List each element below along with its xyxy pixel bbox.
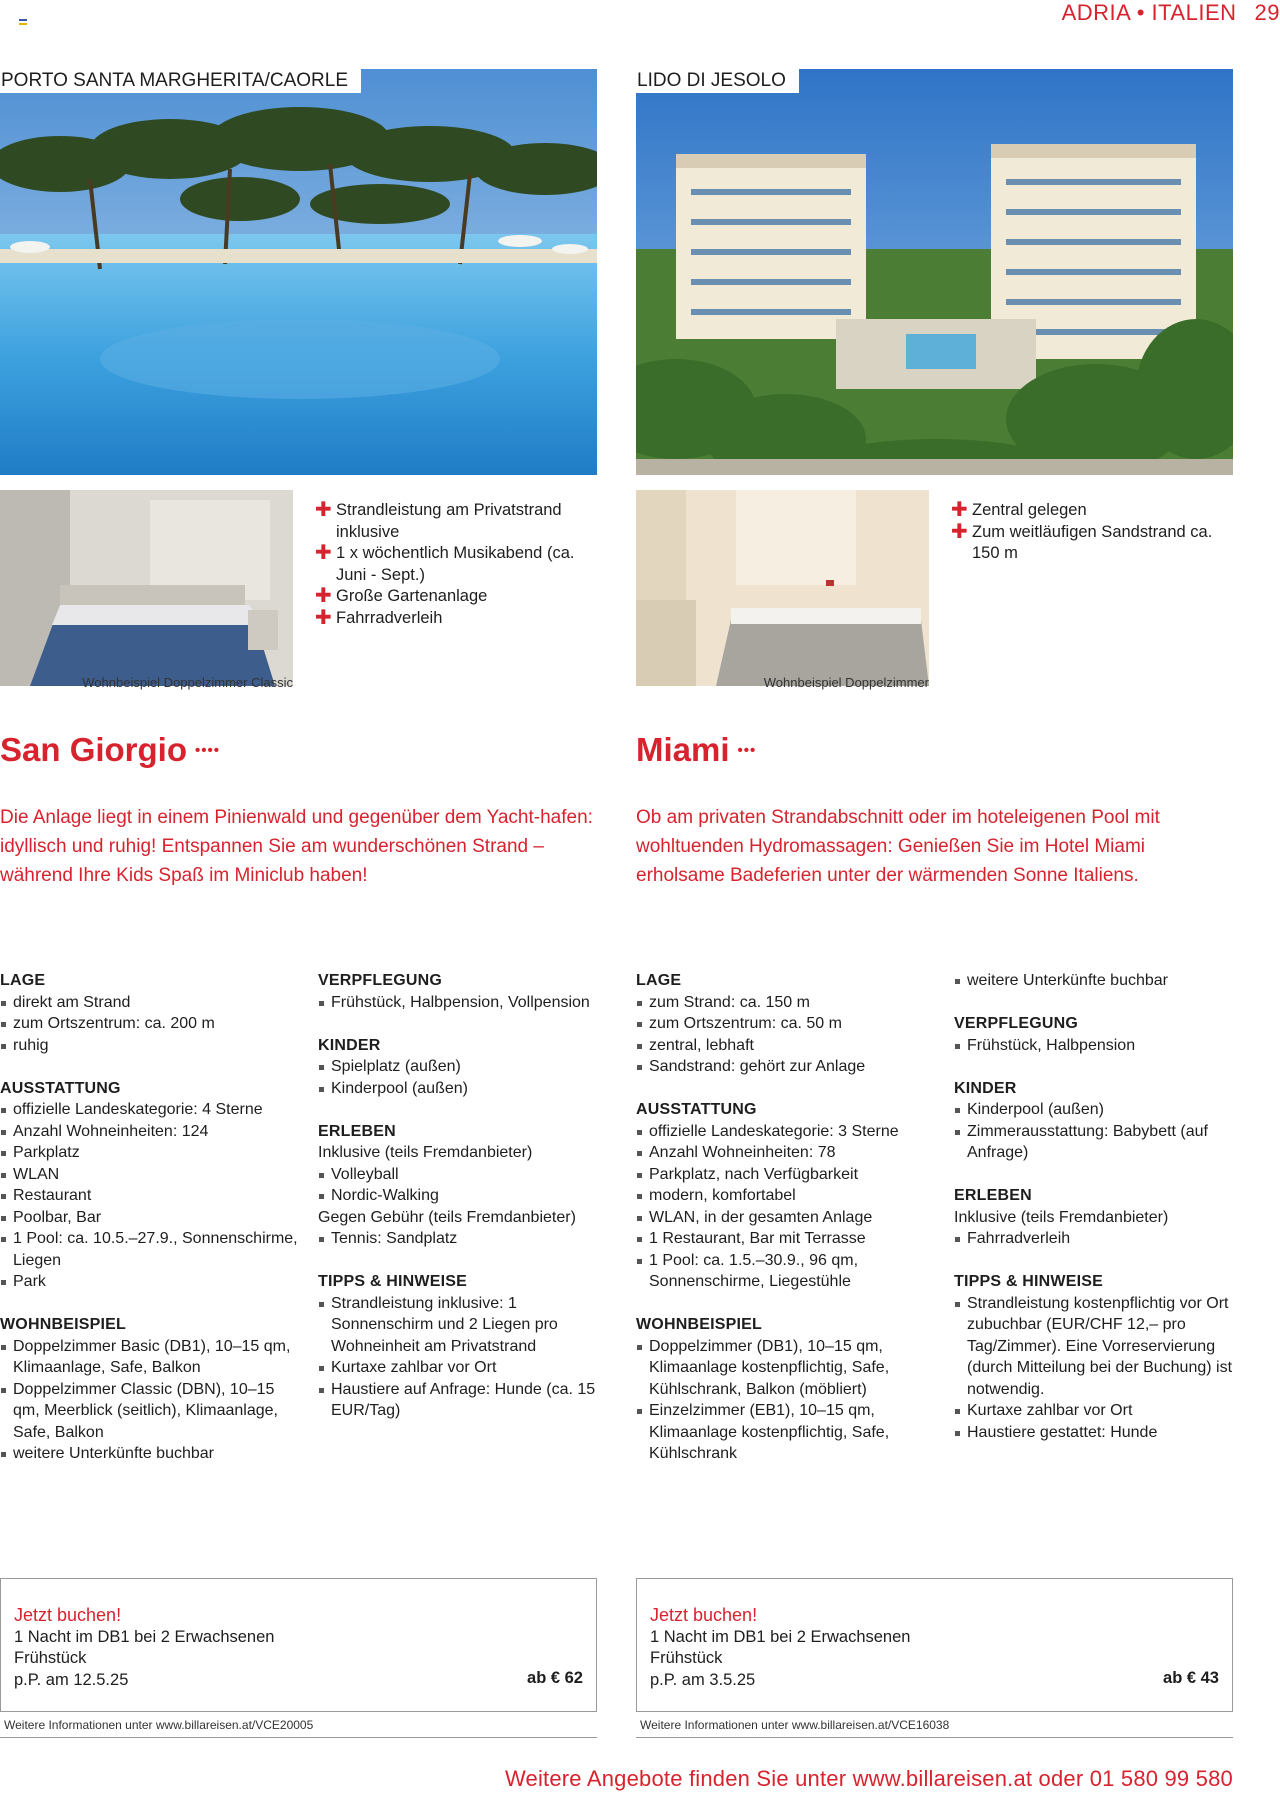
- location-label: LIDO DI JESOLO: [636, 69, 799, 93]
- list-item: Kinderpool (außen): [318, 1078, 604, 1100]
- list-item: WLAN: [0, 1164, 300, 1186]
- list-item: Strandleistung inklusive: 1 Sonnenschirm und 2 Liegen pro Wohneinheit am Privatstrand: [318, 1293, 604, 1358]
- list-item: Restaurant: [0, 1185, 300, 1207]
- booking-line: Frühstück: [650, 1649, 723, 1667]
- footer-cta[interactable]: Weitere Angebote finden Sie unter www.billareisen.at oder 01 580 99 580: [504, 1766, 1233, 1791]
- highlights-list: [315, 500, 595, 629]
- list-item: 1 Pool: ca. 10.5.–27.9., Sonnenschirme, Liegen: [0, 1228, 300, 1271]
- section-heading: KINDER: [954, 1079, 1017, 1097]
- hotel-miami: [636, 0, 1233, 1793]
- star-rating: ••••: [195, 742, 221, 759]
- list-item: Parkplatz, nach Verfügbarkeit: [636, 1164, 936, 1186]
- list-item: weitere Unterkünfte buchbar: [0, 1443, 300, 1465]
- room-photo: [0, 490, 293, 686]
- booking-line: p.P. am 12.5.25: [14, 1670, 129, 1689]
- booking-box[interactable]: [636, 1578, 1233, 1712]
- list-item: Strandleistung kostenpflichtig vor Ort zubuchbar (EUR/CHF 12,– pro Tag/Zimmer). Eine Vorreservierung (durch Mitteilung bei der Buchung) ist notwendig.: [954, 1293, 1240, 1401]
- divider: [636, 1737, 1233, 1738]
- section-heading: ERLEBEN: [954, 1187, 1032, 1204]
- section-heading: TIPPS & HINWEISE: [318, 1273, 467, 1290]
- hotel-building-photo-icon: [636, 69, 1233, 475]
- highlight-item: ✚ Zum weitläufigen Sandstrand ca. 150 m: [951, 520, 1213, 562]
- list-item: Anzahl Wohneinheiten: 124: [0, 1121, 300, 1143]
- list-item: Sandstrand: gehört zur Anlage: [636, 1056, 936, 1078]
- booking-line: Frühstück: [14, 1649, 87, 1667]
- list-item: 1 Pool: ca. 1.5.–30.9., 96 qm, Sonnenschirme, Liegestühle: [636, 1250, 936, 1293]
- hero-photo-hotel: [636, 69, 1233, 475]
- hotel-intro: Ob am privaten Strandabschnitt oder im hoteleigenen Pool mit wohltuenden Hydromassagen: Genießen Sie im Hotel Miami erholsame Badeferien unter der wärmenden Sonne Italiens.: [636, 807, 1160, 886]
- list-item: modern, komfortabel: [636, 1185, 936, 1207]
- section-heading: VERPFLEGUNG: [318, 972, 442, 989]
- plus-icon: ✚: [315, 585, 332, 607]
- list-item: Einzelzimmer (EB1), 10–15 qm, Klimaanlage kostenpflichtig, Safe, Kühlschrank: [636, 1400, 936, 1465]
- booking-line: p.P. am 3.5.25: [650, 1670, 756, 1689]
- list-item: Kurtaxe zahlbar vor Ort: [954, 1400, 1240, 1422]
- location-label: PORTO SANTA MARGHERITA/CAORLE: [0, 69, 361, 93]
- highlight-item: ✚ Zentral gelegen: [951, 499, 1087, 521]
- section-heading: AUSSTATTUNG: [636, 1101, 757, 1118]
- list-item: direkt am Strand: [0, 992, 300, 1014]
- plus-icon: ✚: [315, 542, 332, 564]
- list-item: Doppelzimmer Classic (DBN), 10–15 qm, Meerblick (seitlich), Klimaanlage, Safe, Balkon: [0, 1379, 300, 1444]
- plus-icon: ✚: [951, 520, 968, 543]
- hero-photo-pool: [0, 69, 597, 475]
- room-caption: Wohnbeispiel Doppelzimmer Classic: [82, 675, 293, 690]
- list-item: weitere Unterkünfte buchbar: [954, 970, 1240, 992]
- info-column-2: [954, 970, 1240, 1465]
- list-item: Fahrradverleih: [954, 1228, 1240, 1250]
- hotel-name: San Giorgio ••••: [0, 731, 221, 768]
- list-item: ruhig: [0, 1035, 300, 1057]
- list-item: Park: [0, 1271, 300, 1293]
- list-subheading: Gegen Gebühr (teils Fremdanbieter): [318, 1208, 576, 1226]
- list-item: Spielplatz (außen): [318, 1056, 604, 1078]
- highlight-item: ✚ Fahrradverleih: [315, 606, 443, 629]
- list-item: Frühstück, Halbpension, Vollpension: [318, 992, 604, 1014]
- list-item: Tennis: Sandplatz: [318, 1228, 604, 1250]
- hotel-name: Miami •••: [636, 731, 757, 768]
- booking-line: 1 Nacht im DB1 bei 2 Erwachsenen: [650, 1627, 911, 1646]
- list-item: Haustiere auf Anfrage: Hunde (ca. 15 EUR/Tag): [318, 1379, 604, 1422]
- list-item: Doppelzimmer Basic (DB1), 10–15 qm, Klimaanlage, Safe, Balkon: [0, 1336, 300, 1379]
- book-now-label: Jetzt buchen!: [650, 1605, 758, 1625]
- list-item: offizielle Landeskategorie: 3 Sterne: [636, 1121, 936, 1143]
- section-heading: WOHNBEISPIEL: [636, 1316, 762, 1333]
- highlight-item: ✚ 1 x wöchentlich Musikabend (ca. Juni - Sept.): [315, 542, 575, 584]
- list-item: zum Strand: ca. 150 m: [636, 992, 936, 1014]
- bedroom-photo-icon: [0, 490, 293, 686]
- plus-icon: ✚: [315, 606, 332, 629]
- highlights-list: [951, 500, 1231, 565]
- list-item: offizielle Landeskategorie: 4 Sterne: [0, 1099, 300, 1121]
- section-heading: TIPPS & HINWEISE: [954, 1273, 1103, 1290]
- plus-icon: ✚: [951, 499, 968, 521]
- info-column-2: [318, 970, 604, 1443]
- room-caption: Wohnbeispiel Doppelzimmer: [763, 675, 929, 690]
- highlight-item: ✚ Große Gartenanlage: [315, 585, 488, 607]
- price-label: ab € 62: [527, 1668, 583, 1687]
- info-column-1: [636, 970, 936, 1486]
- region-label: ADRIA • ITALIEN: [1061, 0, 1237, 25]
- hotel-intro: Die Anlage liegt in einem Pinienwald und gegenüber dem Yacht-hafen: idyllisch und ruhig! Entspannen Sie am wunderschönen Strand – während Ihre Kids Spaß im Miniclub haben!: [0, 807, 593, 886]
- list-item: zentral, lebhaft: [636, 1035, 936, 1057]
- hotel-san-giorgio: [0, 0, 597, 1793]
- section-heading: AUSSTATTUNG: [0, 1079, 121, 1097]
- book-now-label: Jetzt buchen!: [14, 1605, 122, 1625]
- list-subheading: Inklusive (teils Fremdanbieter): [318, 1144, 533, 1161]
- list-item: zum Ortszentrum: ca. 200 m: [0, 1013, 300, 1035]
- list-item: Doppelzimmer (DB1), 10–15 qm, Klimaanlage kostenpflichtig, Safe, Kühlschrank, Balkon (möbliert): [636, 1336, 936, 1401]
- list-item: Poolbar, Bar: [0, 1207, 300, 1229]
- price-label: ab € 43: [1163, 1668, 1219, 1687]
- star-rating: •••: [737, 742, 757, 759]
- list-item: 1 Restaurant, Bar mit Terrasse: [636, 1228, 936, 1250]
- list-item: Anzahl Wohneinheiten: 78: [636, 1142, 936, 1164]
- page-number: 29: [1254, 0, 1280, 25]
- list-item: Parkplatz: [0, 1142, 300, 1164]
- booking-box[interactable]: [0, 1578, 597, 1712]
- list-item: Haustiere gestattet: Hunde: [954, 1422, 1240, 1444]
- bedroom-photo-icon: [636, 490, 929, 686]
- list-item: Volleyball: [318, 1164, 604, 1186]
- section-heading: ERLEBEN: [318, 1122, 396, 1140]
- divider: [0, 1737, 597, 1738]
- list-item: Kinderpool (außen): [954, 1099, 1240, 1121]
- section-heading: WOHNBEISPIEL: [0, 1316, 126, 1333]
- list-item: WLAN, in der gesamten Anlage: [636, 1207, 936, 1229]
- booking-line: 1 Nacht im DB1 bei 2 Erwachsenen: [14, 1627, 275, 1646]
- info-column-1: [0, 970, 300, 1486]
- section-heading: VERPFLEGUNG: [954, 1015, 1078, 1032]
- pool-photo-icon: [0, 69, 597, 475]
- more-info-link[interactable]: Weitere Informationen unter www.billareisen.at/VCE20005: [4, 1718, 314, 1732]
- list-item: Frühstück, Halbpension: [954, 1035, 1240, 1057]
- list-subheading: Inklusive (teils Fremdanbieter): [954, 1208, 1169, 1226]
- list-item: zum Ortszentrum: ca. 50 m: [636, 1013, 936, 1035]
- section-heading: KINDER: [318, 1036, 381, 1054]
- list-item: Zimmerausstattung: Babybett (auf Anfrage): [954, 1121, 1240, 1164]
- section-heading: LAGE: [0, 972, 46, 989]
- plus-icon: ✚: [315, 499, 332, 521]
- list-item: Kurtaxe zahlbar vor Ort: [318, 1357, 604, 1379]
- more-info-link[interactable]: Weitere Informationen unter www.billareisen.at/VCE16038: [640, 1718, 950, 1732]
- section-heading: LAGE: [636, 972, 682, 989]
- list-item: Nordic-Walking: [318, 1185, 604, 1207]
- highlight-item: ✚ Strandleistung am Privatstrand inklusive: [315, 499, 562, 541]
- room-photo: [636, 490, 929, 686]
